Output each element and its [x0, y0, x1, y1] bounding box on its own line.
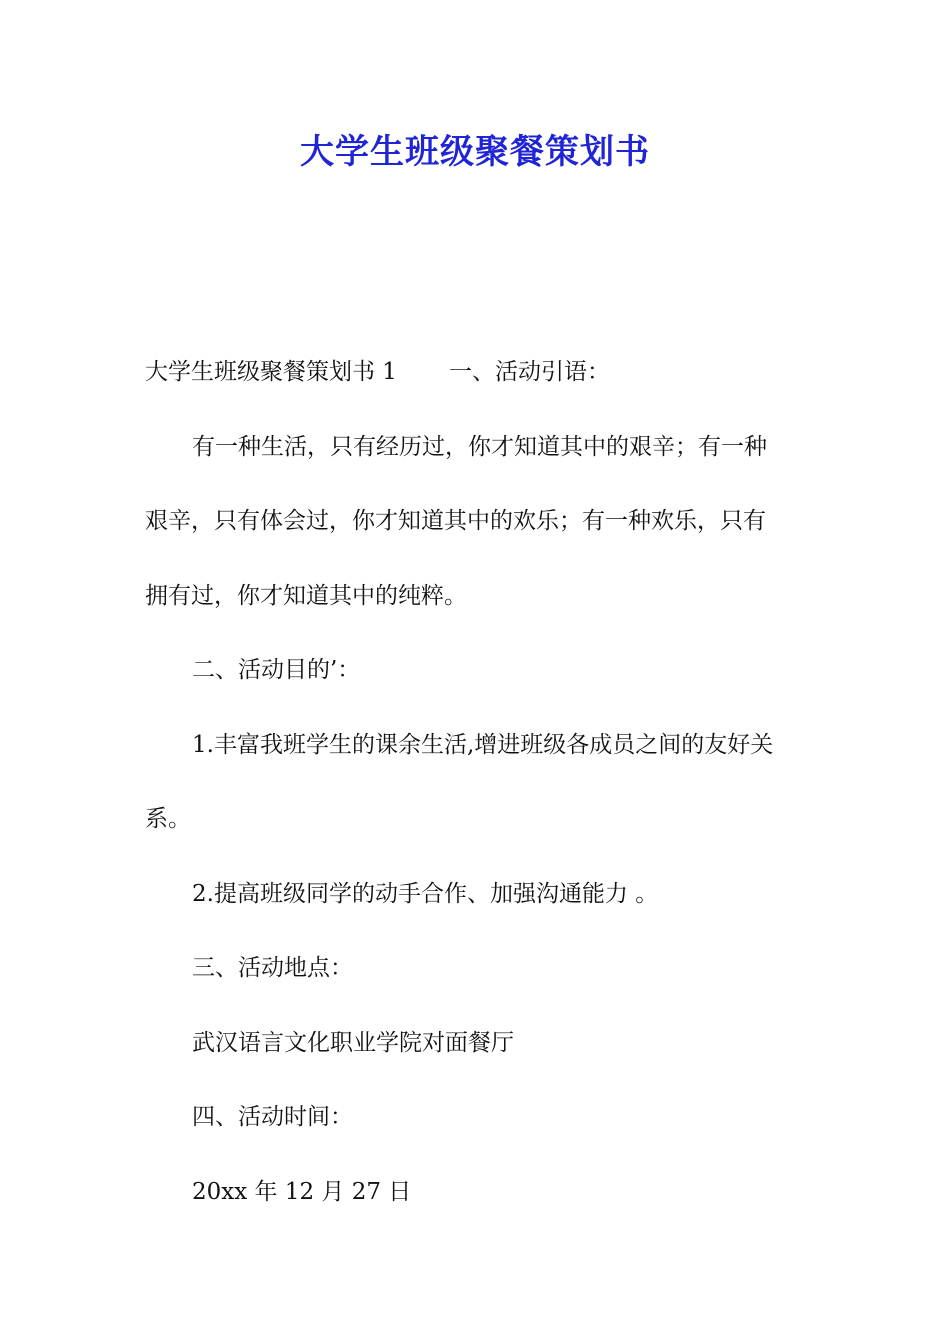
page-title: 大学生班级聚餐策划书: [300, 132, 650, 172]
section-heading-intro: 一、活动引语：: [448, 359, 610, 385]
date-text: 20xx 年 12 月 27 日: [192, 1178, 412, 1205]
section-heading-purpose: 二、活动目的’：: [192, 657, 361, 683]
goal-item-2: 2.提高班级同学的动手合作、加强沟通能力 。: [192, 880, 659, 907]
intro-paragraph-line: 艰辛，只有体会过，你才知道其中的欢乐；有一种欢乐，只有: [145, 508, 766, 534]
goal-item-1-line: 1.丰富我班学生的课余生活,增进班级各成员之间的友好关: [192, 731, 774, 758]
section-heading-location: 三、活动地点：: [192, 955, 353, 981]
document-body: [145, 335, 810, 1229]
intro-paragraph-line: 有一种生活，只有经历过，你才知道其中的艰辛；有一种: [192, 433, 767, 460]
intro-paragraph-line: 拥有过，你才知道其中的纯粹。: [145, 582, 467, 609]
section-heading-time: 四、活动时间：: [192, 1104, 353, 1130]
lead-heading: 大学生班级聚餐策划书 1: [145, 359, 397, 385]
location-text: 武汉语言文化职业学院对面餐厅: [192, 1029, 514, 1056]
lead-line: [145, 335, 810, 410]
goal-item-1-line: 系。: [145, 806, 191, 832]
